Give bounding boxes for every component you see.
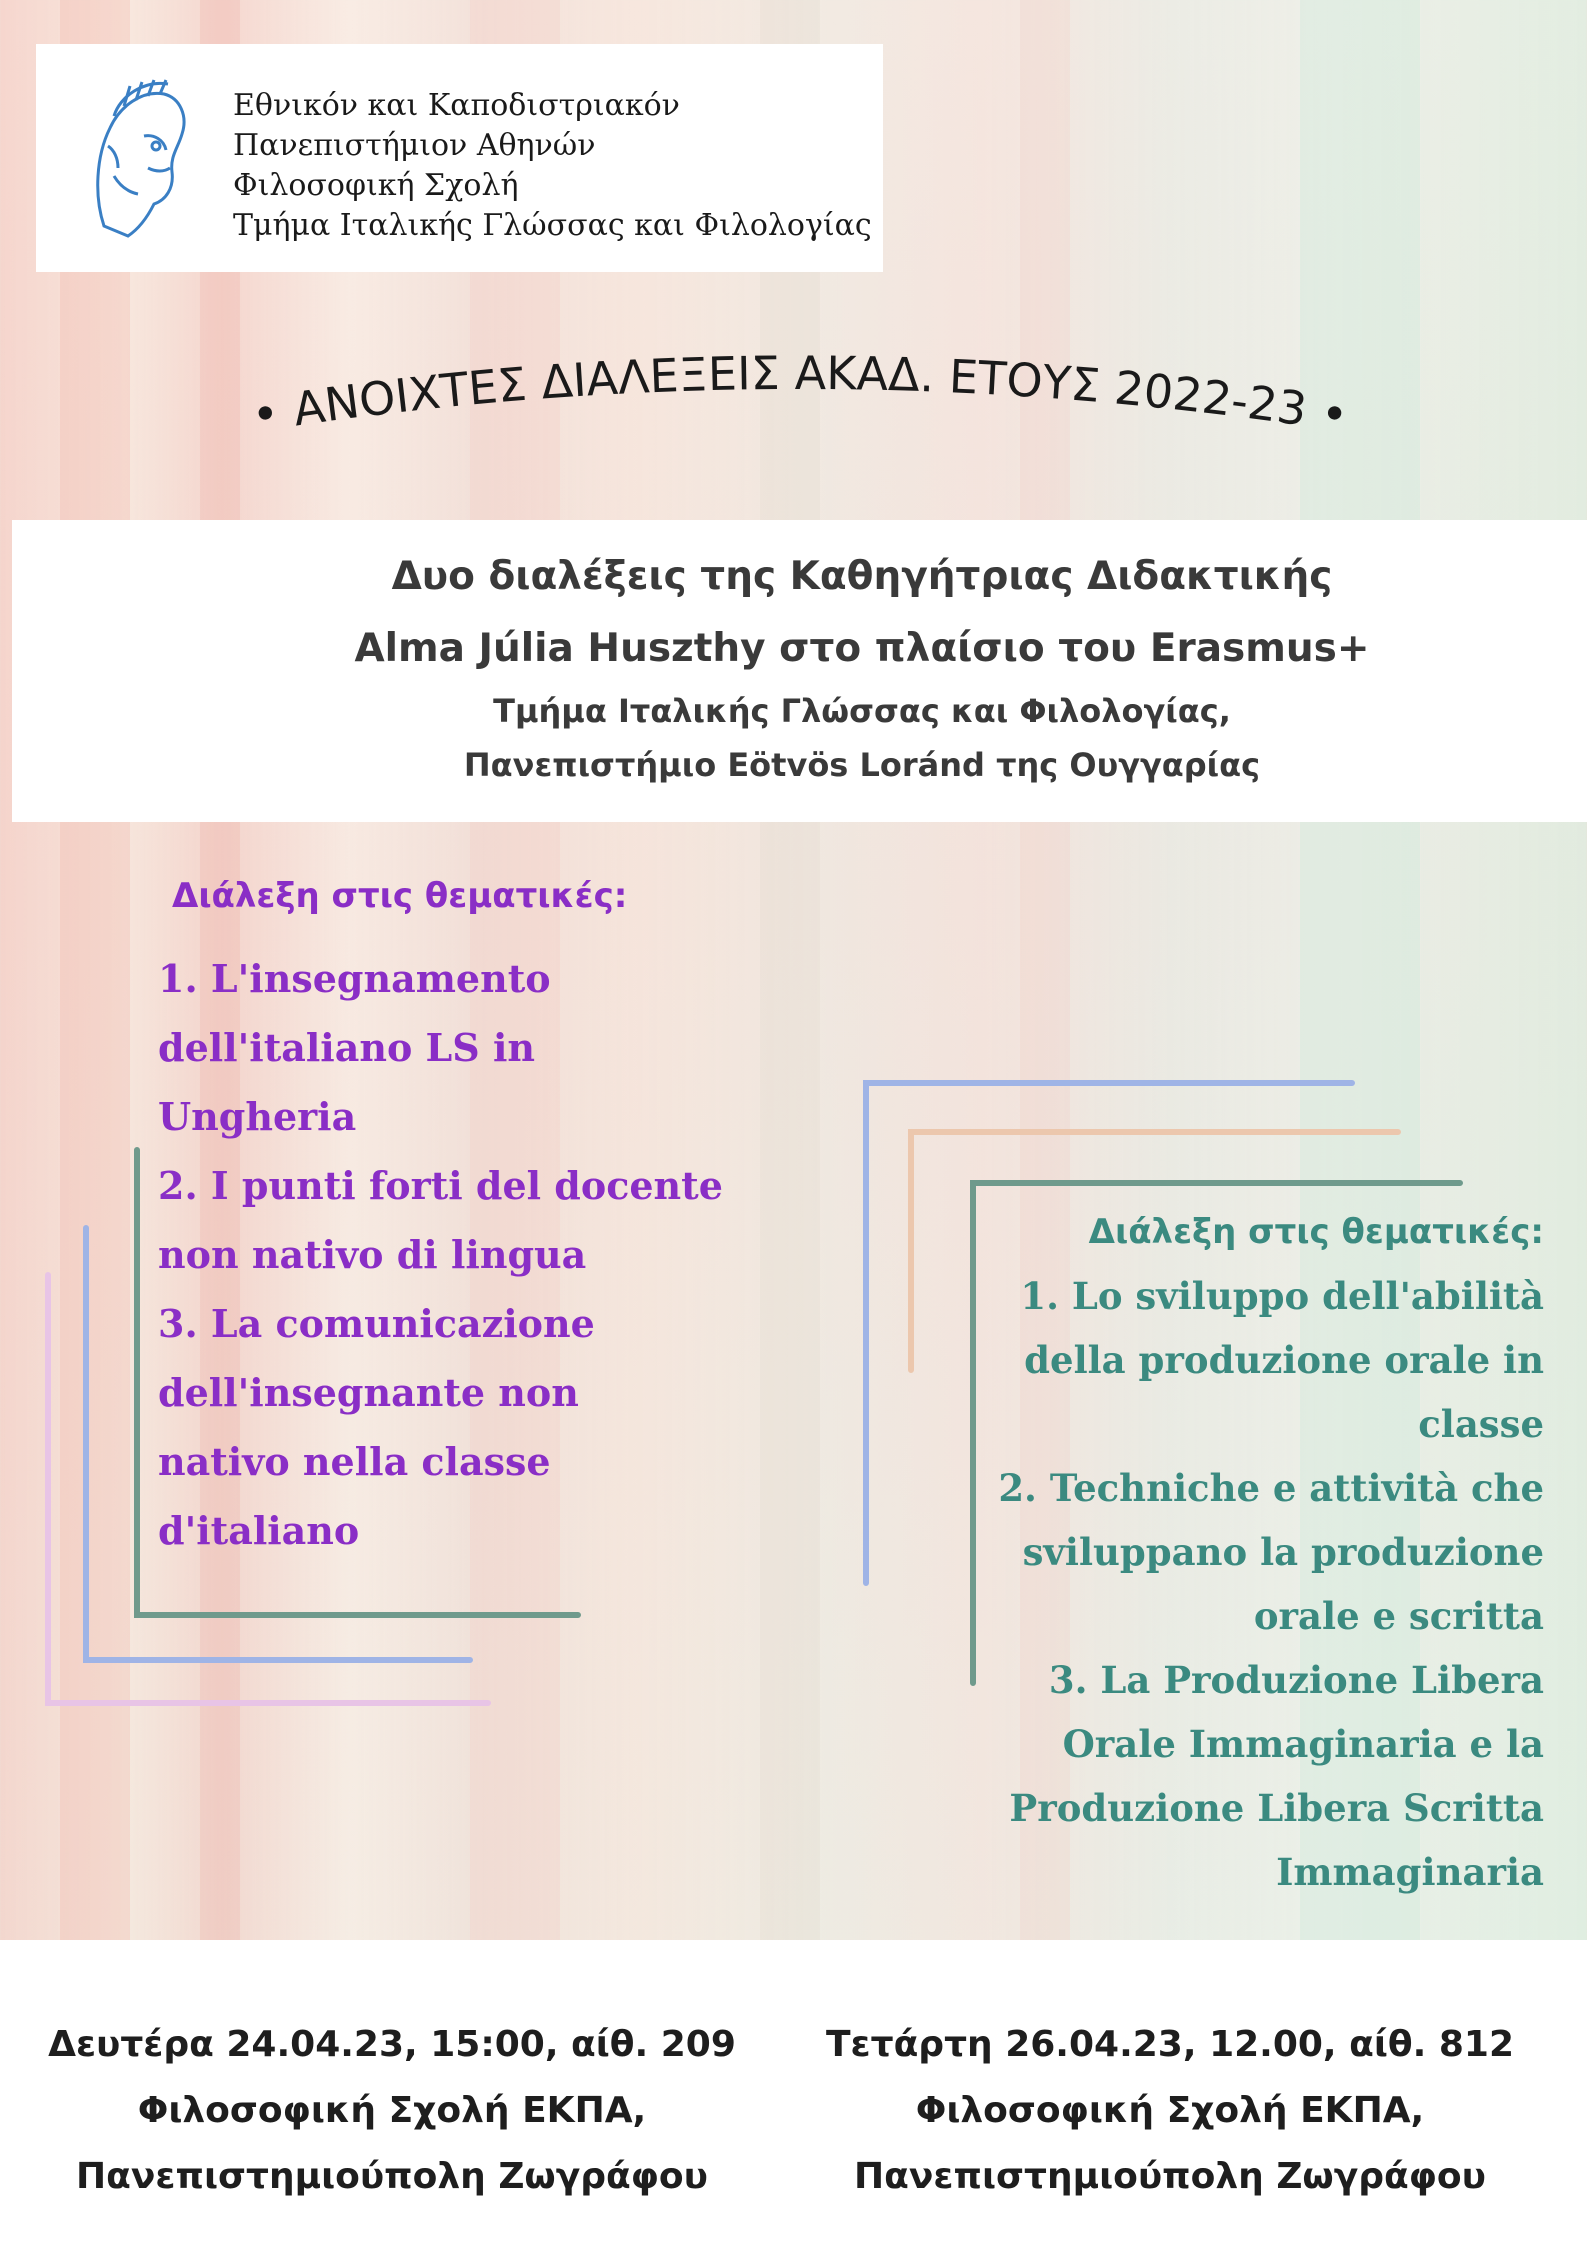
logo-line: Εθνικόν και Καποδιστριακόν: [233, 88, 680, 123]
intro-line-4: Πανεπιστήμιο Eötvös Loránd της Ουγγαρίας: [463, 746, 1261, 784]
venue-right: [800, 2012, 1540, 2210]
lecture-left-line: Ungheria: [158, 1094, 357, 1139]
lecture-left-line: dell'insegnante non: [158, 1370, 579, 1415]
lecture-left-line: dell'italiano LS in: [158, 1025, 536, 1070]
lecture-left-line: 3. La comunicazione: [158, 1301, 595, 1346]
venue-left-campus: Πανεπιστημιούπολη Ζωγράφου: [76, 2156, 708, 2197]
lecture-left-heading: Διάλεξη στις θεματικές:: [172, 876, 628, 916]
lecture-left: [158, 876, 728, 1565]
lecture-right-line: della produzione orale in: [1024, 1338, 1544, 1382]
event-title-text: • ΑΝΟΙΧΤΕΣ ΔΙΑΛΕΞΕΙΣ ΑΚΑΔ. ΕΤΟΥΣ 2022-23 •: [248, 345, 1352, 443]
lecture-left-line: non nativo di lingua: [158, 1232, 587, 1277]
logo-line: Τμήμα Ιταλικής Γλώσσας και Φιλολογίας: [233, 208, 872, 243]
venue-left: [22, 2012, 762, 2210]
venue-right-date: Τετάρτη 26.04.23, 12.00, αίθ. 812: [826, 2024, 1514, 2065]
venue-left-place: Φιλοσοφική Σχολή ΕΚΠΑ,: [137, 2090, 647, 2131]
logo-line: Πανεπιστήμιον Αθηνών: [233, 128, 596, 163]
lecture-right-line: classe: [1418, 1402, 1544, 1446]
venue-right-campus: Πανεπιστημιούπολη Ζωγράφου: [854, 2156, 1486, 2197]
lecture-right: [960, 1200, 1544, 1904]
lecture-left-line: nativo nella classe: [158, 1439, 551, 1484]
lecture-right-line: Produzione Libera Scritta: [1009, 1786, 1544, 1830]
lecture-right-line: sviluppano la produzione: [1022, 1530, 1544, 1574]
intro-line-3: Τμήμα Ιταλικής Γλώσσας και Φιλολογίας,: [493, 692, 1231, 730]
lecture-right-line: Orale Immaginaria e la: [1062, 1722, 1544, 1766]
lecture-right-heading: Διάλεξη στις θεματικές:: [1088, 1212, 1544, 1252]
lecture-left-line: 1. L'insegnamento: [158, 956, 551, 1001]
lecture-left-line: d'italiano: [158, 1508, 360, 1553]
intro-line-2: Alma Júlia Huszthy στο πλαίσιο του Erasmus+: [354, 626, 1370, 671]
lecture-right-line: 3. La Produzione Libera: [1048, 1658, 1544, 1702]
lecture-right-line: 2. Techniche e attività che: [998, 1466, 1544, 1510]
intro-line-1: Δυο διαλέξεις της Καθηγήτριας Διδακτικής: [391, 554, 1333, 599]
venue-left-date: Δευτέρα 24.04.23, 15:00, αίθ. 209: [48, 2024, 736, 2065]
venue-right-place: Φιλοσοφική Σχολή ΕΚΠΑ,: [915, 2090, 1425, 2131]
venue-band: [0, 1940, 1587, 2245]
lecture-right-line: orale e scritta: [1253, 1594, 1544, 1638]
lecture-right-line: 1. Lo sviluppo dell'abilità: [1020, 1274, 1544, 1318]
lecture-right-line: Immaginaria: [1276, 1850, 1544, 1894]
lecture-left-line: 2. I punti forti del docente: [158, 1163, 723, 1208]
logo-line: Φιλοσοφική Σχολή: [233, 168, 519, 203]
